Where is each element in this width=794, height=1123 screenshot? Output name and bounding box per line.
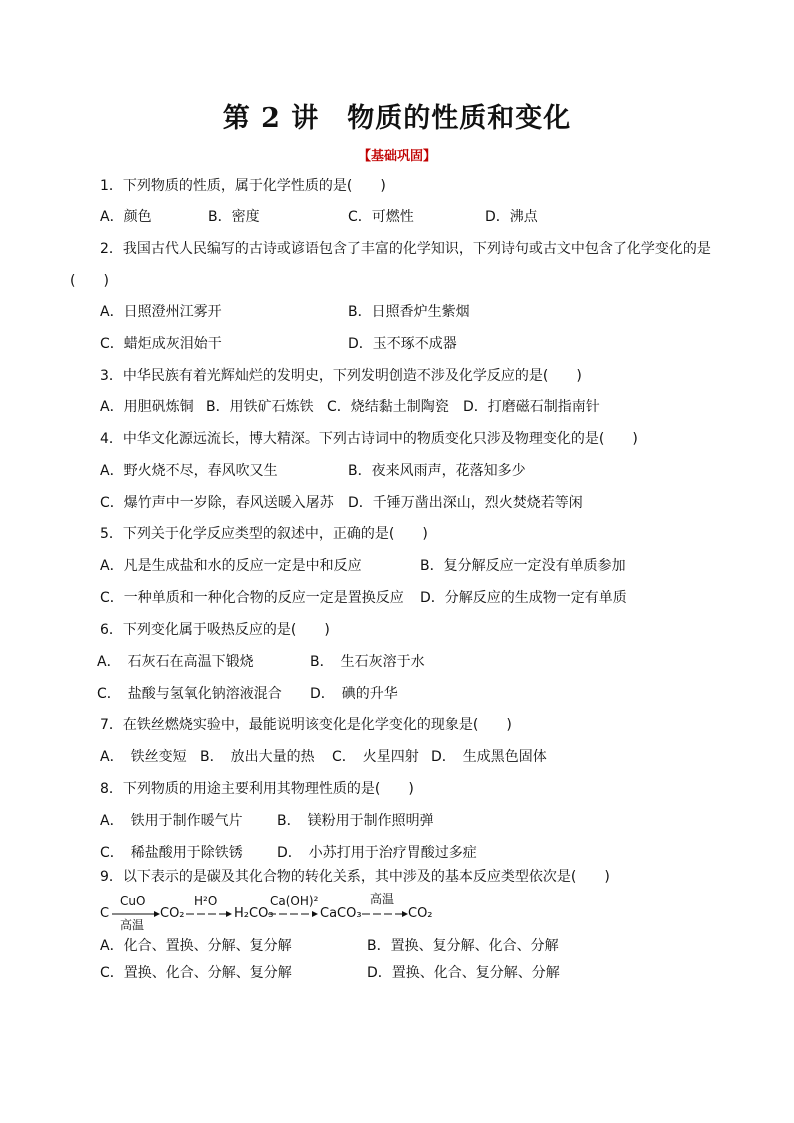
question-1-stem: 1．下列物质的性质，属于化学性质的是( ): [100, 178, 386, 194]
question-7-option-d: D． 生成黑色固体: [431, 749, 547, 765]
question-6-option-c: C． 盐酸与氢氧化钠溶液混合: [97, 686, 282, 702]
question-7-stem: 7．在铁丝燃烧实验中，最能说明该变化是化学变化的现象是( ): [100, 717, 512, 733]
question-4-option-c: C．爆竹声中一岁除，春风送暖入屠苏: [100, 495, 334, 511]
question-6-option-a: A． 石灰石在高温下锻烧: [97, 654, 254, 670]
question-3-stem: 3．中华民族有着光辉灿烂的发明史，下列发明创造不涉及化学反应的是( ): [100, 368, 582, 384]
question-2-stem-continued: ( ): [70, 273, 109, 289]
question-6-option-d: D． 碘的升华: [310, 686, 398, 702]
question-7-option-b: B． 放出大量的热: [200, 749, 315, 765]
question-1-option-c: C．可燃性: [348, 209, 414, 225]
question-3-option-d: D．打磨磁石制指南针: [463, 399, 600, 415]
question-9-option-d: D．置换、化合、复分解、分解: [367, 965, 560, 981]
question-2-stem: 2．我国古代人民编写的古诗或谚语包含了丰富的化学知识，下列诗句或古文中包含了化学变化的是: [100, 241, 711, 257]
question-4-option-b: B．夜来风雨声，花落知多少: [348, 463, 526, 479]
question-8-stem: 8．下列物质的用途主要利用其物理性质的是( ): [100, 781, 414, 797]
question-8-option-d: D． 小苏打用于治疗胃酸过多症: [277, 845, 477, 861]
question-4-option-d: D．千锤万凿出深山，烈火焚烧若等闲: [348, 495, 583, 511]
arrow-4-condition-top: 高温: [370, 892, 395, 906]
question-1-option-a: A．颜色: [100, 209, 152, 225]
question-5-option-d: D．分解反应的生成物一定有单质: [420, 590, 627, 606]
question-3-option-a: A．用胆矾炼铜: [100, 399, 194, 415]
arrow-2-condition-top: H²O: [194, 894, 218, 908]
question-1-option-d: D．沸点: [485, 209, 538, 225]
question-2-option-b: B．日照香炉生紫烟: [348, 304, 470, 320]
question-7-option-c: C． 火星四射: [332, 749, 419, 765]
question-3-option-c: C．烧结黏土制陶瓷: [327, 399, 449, 415]
question-2-option-d: D．玉不琢不成器: [348, 336, 457, 352]
question-2-option-c: C．蜡炬成灰泪始干: [100, 336, 222, 352]
question-2-option-a: A．日照澄州江雾开: [100, 304, 222, 320]
question-1-option-b: B．密度: [208, 209, 260, 225]
question-5-option-b: B．复分解反应一定没有单质参加: [420, 558, 626, 574]
species-carbon-dioxide-final: CO₂: [408, 906, 433, 921]
question-9-option-b: B．置换、复分解、化合、分解: [367, 938, 559, 954]
species-carbon: C: [100, 906, 110, 921]
arrow-1-condition-bottom: 高温: [120, 918, 145, 932]
question-8-option-b: B． 镁粉用于制作照明弹: [277, 813, 434, 829]
species-carbon-dioxide: CO₂: [160, 906, 185, 921]
page-title: 第 2 讲 物质的性质和变化: [222, 103, 572, 134]
question-8-option-a: A． 铁用于制作暖气片: [100, 813, 243, 829]
arrow-4: [362, 910, 408, 918]
species-carbonic-acid: H₂CO₃: [234, 906, 274, 921]
question-9-stem: 9．以下表示的是碳及其化合物的转化关系，其中涉及的基本反应类型依次是( ): [100, 869, 610, 885]
arrow-1-condition-top: CuO: [120, 894, 146, 908]
arrow-3-condition-top: Ca(OH)²: [270, 894, 319, 908]
reaction-chain: [100, 892, 500, 932]
question-9-option-a: A．化合、置换、分解、复分解: [100, 938, 292, 954]
arrow-2: [186, 910, 232, 918]
section-label: 【基础巩固】: [357, 149, 436, 164]
question-9-option-c: C．置换、化合、分解、复分解: [100, 965, 292, 981]
arrow-3: [268, 910, 318, 918]
question-4-stem: 4．中华文化源远流长，博大精深。下列古诗词中的物质变化只涉及物理变化的是( ): [100, 431, 638, 447]
question-5-stem: 5．下列关于化学反应类型的叙述中，正确的是( ): [100, 526, 428, 542]
question-6-stem: 6．下列变化属于吸热反应的是( ): [100, 622, 330, 638]
species-calcium-carbonate: CaCO₃: [320, 906, 362, 921]
question-7-option-a: A． 铁丝变短: [100, 749, 187, 765]
question-4-option-a: A．野火烧不尽，春风吹又生: [100, 463, 278, 479]
question-3-option-b: B．用铁矿石炼铁: [206, 399, 314, 415]
question-8-option-c: C． 稀盐酸用于除铁锈: [100, 845, 243, 861]
question-5-option-c: C．一种单质和一种化合物的反应一定是置换反应: [100, 590, 404, 606]
question-6-option-b: B． 生石灰溶于水: [310, 654, 425, 670]
question-5-option-a: A．凡是生成盐和水的反应一定是中和反应: [100, 558, 362, 574]
